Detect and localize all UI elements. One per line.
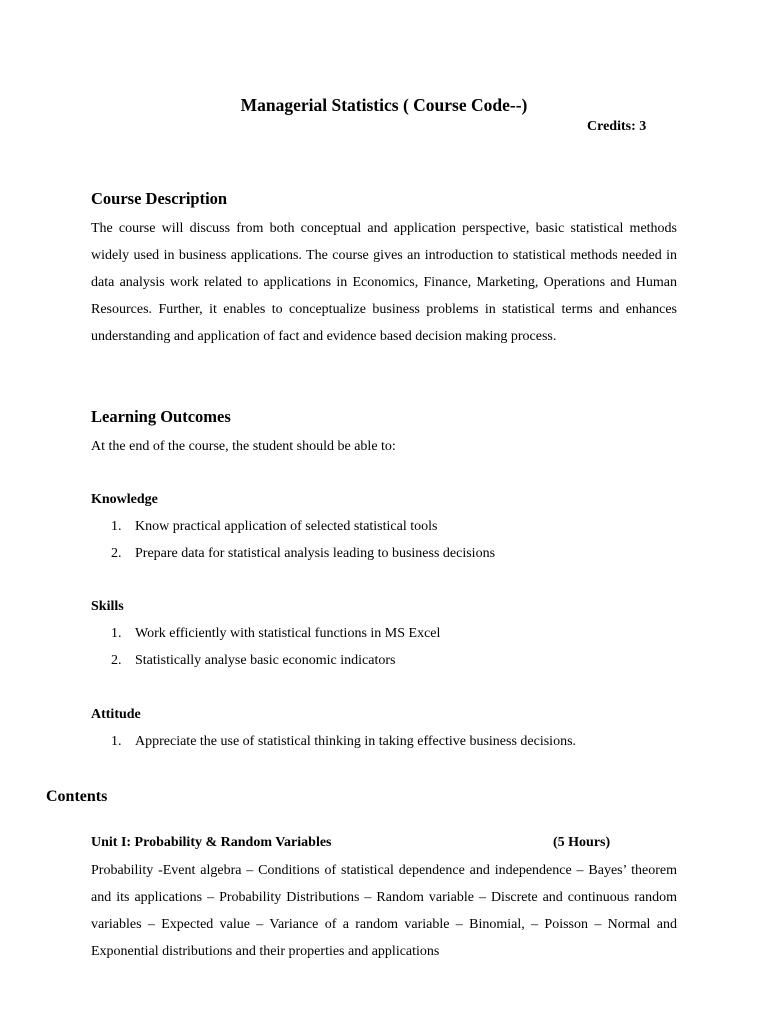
knowledge-heading: Knowledge: [91, 492, 158, 507]
list-item-text: Know practical application of selected statistical tools: [135, 519, 438, 534]
contents-heading: Contents: [46, 788, 108, 805]
unit-title: Unit I: Probability & Random Variables: [91, 835, 332, 850]
course-description-heading: Course Description: [91, 189, 228, 208]
credits-label: Credits: 3: [587, 119, 647, 134]
unit-description: Probability -Event algebra – Conditions of statistical dependence and independence – Bayes’ theorem and its applications – Probability Distributions – Random variable – Discrete and continuous random variables – Expected value – Variance of a random variable – Binomial, – Poisson – Normal and Exponential distributions and their properties and applications: [91, 863, 677, 959]
list-item: [111, 626, 440, 642]
learning-outcomes-heading: Learning Outcomes: [91, 407, 231, 426]
unit-heading: [91, 835, 677, 851]
list-item-number: 1.: [111, 626, 122, 641]
list-item-number: 2.: [111, 653, 122, 668]
list-item-text: Work efficiently with statistical functions in MS Excel: [135, 626, 441, 641]
list-item: [111, 734, 576, 750]
list-item: [111, 519, 437, 535]
attitude-heading: Attitude: [91, 707, 141, 722]
list-item-text: Prepare data for statistical analysis leading to business decisions: [135, 546, 496, 561]
document-title: Managerial Statistics ( Course Code--): [240, 95, 528, 115]
list-item-number: 1.: [111, 734, 122, 749]
list-item-text: Statistically analyse basic economic indicators: [135, 653, 396, 668]
unit-hours: (5 Hours): [553, 835, 611, 850]
list-item: [111, 546, 495, 562]
list-item-text: Appreciate the use of statistical thinking in taking effective business decisions.: [135, 734, 577, 749]
list-item: [111, 653, 395, 669]
list-item-number: 2.: [111, 546, 122, 561]
learning-outcomes-intro: At the end of the course, the student should be able to:: [91, 439, 396, 454]
course-description-text: The course will discuss from both conceptual and application perspective, basic statistical methods widely used in business applications. The course gives an introduction to statistical methods needed in data analysis work related to applications in Economics, Finance, Marketing, Operations and Human Resources. Further, it enables to conceptualize business problems in statistical terms and enhances understanding and application of fact and evidence based decision making process.: [91, 221, 677, 344]
list-item-number: 1.: [111, 519, 122, 534]
skills-heading: Skills: [91, 599, 124, 614]
